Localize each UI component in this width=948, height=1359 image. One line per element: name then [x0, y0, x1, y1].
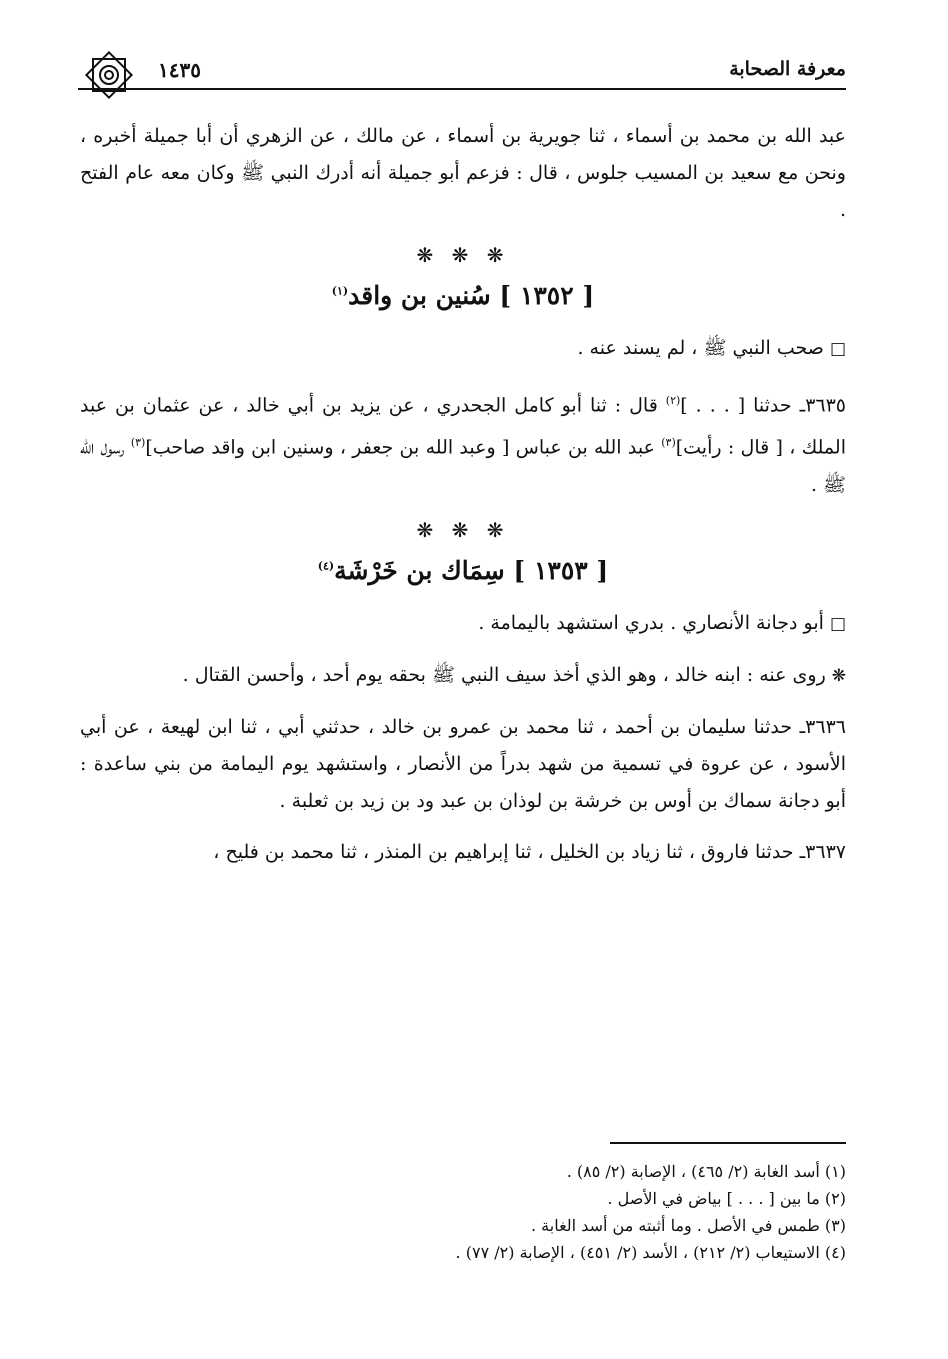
footnote-2: (٢) ما بين [ . . . ] بياض في الأصل . — [607, 1189, 846, 1208]
entry-title-1353 — [80, 556, 846, 585]
entry-title-text: [ ١٣٥٢ ] سُنين بن واقد — [348, 281, 595, 310]
entry-intro — [80, 330, 846, 368]
hadith-text: قال : ثنا أبو كامل الجحدري ، عن يزيد بن أبي خالد ، عن عثمان بن عبد الملك ، [ قال : رأيت] — [80, 394, 846, 459]
square-marker-icon: □ — [829, 613, 846, 634]
ornament-icon — [78, 44, 140, 106]
hadith-text: عبد الله بن عباس [ وعبد الله بن جعفر ، وسنين ابن واقد صاحب] — [145, 436, 662, 459]
square-marker-icon: □ — [829, 339, 846, 359]
narrators-text: روى عنه : ابنه خالد ، وهو الذي أخذ سيف النبي ﷺ بحقه يوم أحد ، وأحسن القتال . — [182, 663, 826, 686]
footnote-ref: (٣) — [661, 436, 676, 450]
footnote-rule — [610, 1142, 846, 1144]
hadith-3635 — [80, 382, 846, 504]
entry-title-1352 — [80, 281, 846, 310]
running-title: معرفة الصحابة — [729, 58, 846, 80]
header-rule — [78, 88, 846, 90]
entry-intro-text: صحب النبي ﷺ ، لم يسند عنه . — [577, 337, 824, 359]
entry-title-text: [ ١٣٥٣ ] سِمَاك بن خَرْشَة — [334, 555, 609, 585]
hadith-3637: ٣٦٣٧ـ حدثنا فاروق ، ثنا زياد بن الخليل ، ثنا إبراهيم بن المنذر ، ثنا محمد بن فليح ، — [213, 840, 846, 863]
page-body — [80, 118, 846, 885]
entry-intro-text: أبو دجانة الأنصاري . بدري استشهد باليمامة . — [478, 611, 824, 634]
footnotes — [80, 1158, 846, 1266]
page-header — [78, 52, 846, 90]
section-separator: ❋ ❋ ❋ — [416, 517, 510, 542]
section-separator: ❋ ❋ ❋ — [416, 243, 510, 267]
footnote-4: (٤) الاستيعاب (٢/ ٢١٢) ، الأسد (٢/ ٤٥١) ، الإصابة (٢/ ٧٧) . — [455, 1243, 846, 1262]
intro-paragraph: عبد الله بن محمد بن أسماء ، ثنا جويرية بن أسماء ، عن مالك ، عن الزهري أن أبا جميلة أخبره ، ونحن مع سعيد بن المسيب جلوس ، قال : فزعم أبو جميلة أنه أدرك النبي ﷺ وكان معه عام الفتح . — [80, 125, 846, 221]
narrators-paragraph — [80, 657, 846, 695]
hadith-3636: ٣٦٣٦ـ حدثنا سليمان بن أحمد ، ثنا محمد بن عمرو بن خالد ، حدثني أبي ، ثنا ابن لهيعة ، عن أبي الأسود ، عن عروة في تسمية من شهد بدراً من الأنصار ، واستشهد يوم اليمامة من بني ساعدة : أبو دجانة سماك بن أوس بن خرشة بن لوذان بن عبد ود بن زيد بن ثعلبة . — [80, 715, 846, 812]
hadith-text: ٣٦٣٥ـ حدثنا [ . . . ] — [680, 394, 847, 417]
footnote-ref: (٢) — [665, 394, 681, 407]
entry-intro — [80, 605, 846, 643]
star-marker-icon: ❋ — [831, 665, 846, 686]
footnote-ref: (٣) — [130, 436, 146, 450]
page-number: ١٤٣٥ — [158, 58, 201, 82]
hadith-text: رسول الله ﷺ . — [80, 436, 846, 496]
footnote-ref: (٤) — [317, 559, 335, 573]
footnote-3: (٣) طمس في الأصل . وما أثبته من أسد الغابة . — [530, 1216, 846, 1235]
footnote-1: (١) أسد الغابة (٢/ ٤٦٥) ، الإصابة (٢/ ٨٥) . — [566, 1162, 846, 1181]
footnote-ref: (١) — [331, 284, 349, 298]
